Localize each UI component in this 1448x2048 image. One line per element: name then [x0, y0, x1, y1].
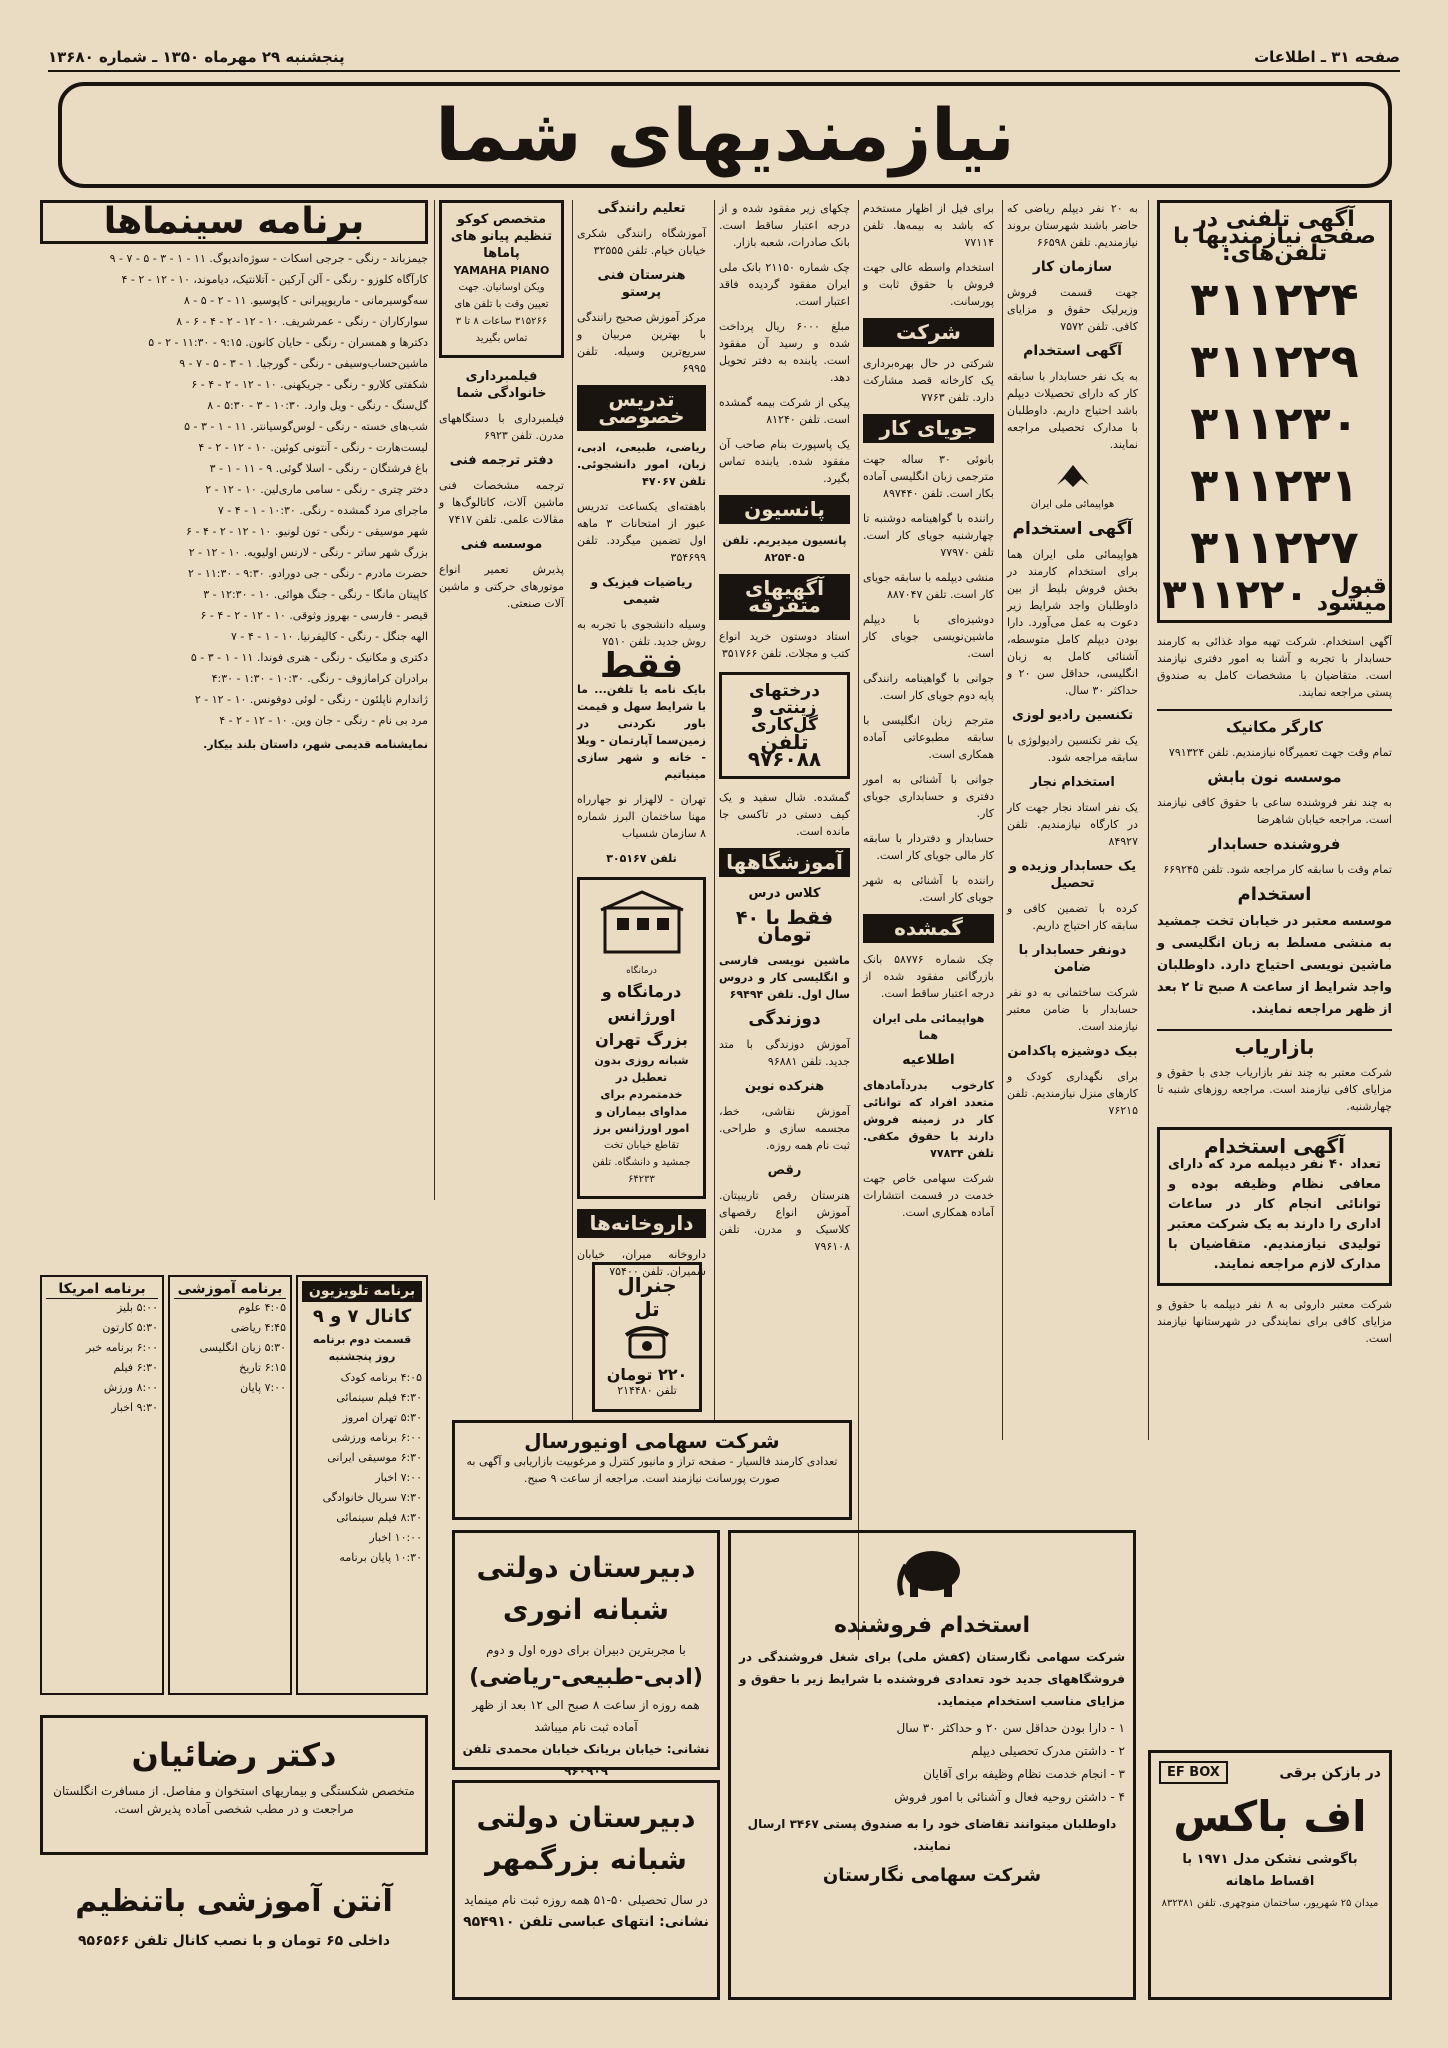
ad-heading: رقص	[767, 1163, 802, 1178]
ad-text: منشی دیپلمه با سابقه جویای کار است. تلفن ۸۸۷۰۴۷	[863, 571, 994, 601]
general-tel-price: ۲۲۰ تومان	[606, 1365, 688, 1384]
education-list	[174, 1299, 286, 1396]
education-program-item: ۴:۰۵ علوم	[238, 1301, 286, 1314]
ad-text: جهت قسمت فروش وزیرلیک حقوق و مزایای کافی. تلفن ۷۵۷۲	[1007, 286, 1138, 333]
ad-text: مترجم زبان انگلیسی با سابقه مطبوعاتی آماده همکاری است.	[863, 714, 994, 761]
ad-text: بایک نامه یا تلفن... ما با شرایط سهل و قیمت باور نکردنی در زمین‌سما آپارتمان - ویلا - خانه و شهر سازی مینیاتیم	[577, 683, 706, 781]
piano-brand: YAMAHA PIANO	[453, 264, 550, 277]
tv-program-item: ۶:۰۰ برنامه ورزشی	[331, 1431, 422, 1444]
section-heading-gomshodeh: گمشده	[863, 914, 994, 943]
ad-heading: آگهی استخدام	[1012, 519, 1133, 539]
tv-program-item: ۶:۳۰ موسیقی ایرانی	[327, 1451, 422, 1464]
efbox-logo: EF BOX	[1159, 1761, 1228, 1784]
issue-date: پنجشنبه ۲۹ مهرماه ۱۳۵۰ ـ شماره ۱۳۶۸۰	[48, 48, 345, 66]
ad-text: آموزش دوزندگی با متد جدید. تلفن ۹۶۸۸۱	[719, 1038, 850, 1068]
ad-heading: اطلاعیه	[902, 1052, 955, 1068]
tv-program-box	[296, 1275, 428, 1695]
ad-text: مرکز آموزش صحیح رانندگی با بهترین مربیان و سریع‌ترین وسیله. تلفن ۶۹۹۵	[577, 311, 706, 375]
banner-title: نیازمندیهای شما	[435, 93, 1015, 177]
cinema-listing: ماجرای مرد گمشده - رنگی. ۱۰:۳۰ - ۱ - ۴ - ۷	[217, 504, 428, 517]
divider	[1157, 1029, 1392, 1031]
cinema-listing: باغ فرشتگان - رنگی - اسلا گوئی. ۹ - ۱۱ - ۱ - ۳	[209, 462, 428, 475]
clinic-title: درمانگاه و اورژانس بزرگ تهران	[595, 982, 688, 1049]
tv-program-item: ۵:۳۰ تهران امروز	[342, 1411, 422, 1424]
antenna-ad	[40, 1870, 428, 2000]
ad-heading: هنرکده نوین	[744, 1079, 825, 1094]
cinema-listing: دکتری و مکانیک - رنگی - هنری فوندا. ۱۱ - ۱ - ۳ - ۵	[190, 651, 428, 664]
school-ad-bozorgmehr	[452, 1780, 720, 2000]
ad-text: تمام وقت جهت تعمیرگاه نیازمندیم. تلفن ۷۹۱۳۲۴	[1168, 746, 1392, 759]
ad-heading: دفتر ترجمه فنی	[449, 453, 554, 468]
ad-text: ماشین نویسی فارسی و انگلیسی کار و دروس سال اول. تلفن ۶۹۴۹۴	[719, 954, 850, 1001]
education-program-item: ۵:۳۰ زبان انگلیسی	[199, 1341, 286, 1354]
column-3	[858, 200, 998, 1640]
ad-heading: موسسه فنی	[460, 537, 543, 552]
sales-requirement-item: ۲ - داشتن مدرک تحصیلی دیپلم	[971, 1744, 1125, 1758]
america-program-item: ۶:۰۰ برنامه خبر	[86, 1341, 158, 1354]
cinema-listing: قیصر - فارسی - بهروز وثوقی. ۱۰ - ۱۲ - ۲ - ۴ - ۶	[200, 609, 428, 622]
sales-footer: داوطلبان میتوانند تقاضای خود را به صندوق پستی ۳۴۶۷ ارسال نمایند.	[747, 1817, 1117, 1853]
phone-number: ۳۱۱۲۲۴	[1190, 272, 1359, 326]
ad-text: بانوئی ۳۰ ساله جهت مترجمی زبان انگلیسی آماده بکار است. تلفن ۸۹۷۴۴۰	[863, 453, 994, 500]
education-program-item: ۷:۰۰ پایان	[240, 1381, 286, 1394]
ad-text: کارخوب بدردآمادهای متعدد افراد که توانائی کار در زمینه فروش دارند با حقوق مکفی. تلفن ۷۷۸۳۴	[863, 1079, 994, 1160]
phone-numbers-box	[1157, 200, 1392, 623]
ad-heading: دوزندگی	[748, 1009, 821, 1029]
ad-text: آگهی استخدام. شرکت تهیه مواد غذائی به کارمند حسابدار با تجربه و آشنا به امور دفتری نیازمند است. متقاضیان با مشخصات کامل به صندوق پستی مراجعه نمایند.	[1157, 635, 1392, 699]
cinema-listing: دکترها و همسران - رنگی - حایان کانون. ۹:۱۵ - ۱۱:۳۰ - ۲ - ۵	[148, 336, 428, 349]
tv-program-item: ۷:۳۰ سریال خانوادگی	[322, 1491, 422, 1504]
ad-heading: تکنسین رادیو لوزی	[1011, 708, 1134, 723]
america-program-item: ۸:۰۰ ورزش	[103, 1381, 158, 1394]
ad-text: برای فیل از اظهار مستخدم که باشد به بیمه‌ها. تلفن ۷۷۱۱۴	[863, 202, 994, 249]
sales-company: شرکت سهامی نگارستان	[822, 1865, 1042, 1886]
divider	[1157, 709, 1392, 711]
iran-air-name: هواپیمائی ملی ایران	[1030, 499, 1115, 510]
ad-heading: فیلمبرداری خانوادگی شما	[456, 369, 547, 401]
america-program-item: ۵:۳۰ کارتون	[102, 1321, 158, 1334]
ad-text: هواپیمائی ملی ایران هما برای استخدام کارمند در بخش فروش بلیط از بین داوطلبان واجد شرایط زیر دعوت به عمل می‌آورد. دارا بودن دیپلم کامل متوسطه، آشنائی کامل به زبان انگلیسی، حداقل سن ۲۰ و حداکثر ۳۰ سال.	[1007, 548, 1138, 697]
insurance-title: شرکت سهامی اونیورسال	[524, 1429, 780, 1453]
sales-title: استخدام فروشنده	[833, 1613, 1031, 1638]
sales-requirement-item: ۴ - داشتن روحیه فعال و آشنائی با امور فروش	[894, 1790, 1125, 1804]
ad-heading: هنرستان فنی پرستو	[597, 268, 686, 300]
iran-air-logo	[1007, 461, 1138, 513]
ad-text: به چند نفر فروشنده ساعی با حقوق کافی نیازمند است. مراجعه خیابان شاهرضا	[1157, 796, 1392, 826]
cinema-listing: بزرگ شهر ساتر - رنگی - لارنس اولیویه. ۱۰ - ۱۲ - ۲	[188, 546, 428, 559]
ad-text: هنرستان رقص تاریبیتان. آموزش انواع رقصهای کلاسیک و مدرن. تلفن ۷۹۶۱۰۸	[719, 1189, 850, 1253]
ad-text: یک نفر تکنسین رادیولوژی با سابقه مراجعه شود.	[1007, 734, 1138, 764]
tv-day-label: قسمت دوم برنامه روز پنجشنبه	[312, 1333, 412, 1363]
cinema-listing: سه‌گوسیرمانی - ماریوپیرانی - کاپوسیو. ۱۱ - ۲ - ۵ - ۸	[183, 294, 428, 307]
america-list	[46, 1299, 158, 1416]
ad-text: فیلمبرداری با دستگاههای مدرن. تلفن ۶۹۲۳	[439, 412, 564, 442]
ad-heading: بازاریاب	[1234, 1035, 1315, 1059]
cinema-listing: شب‌های خسته - رنگی - لوس‌گوسیانتر. ۱۱ - ۱ - ۳ - ۵	[184, 420, 428, 433]
cinema-section	[40, 200, 428, 1260]
ad-text: وسیله دانشجوی با تجربه به روش جدید. تلفن ۷۵۱۰	[577, 618, 706, 648]
ad-text: یک پاسپورت بنام صاحب آن مفقود شده. یابنده تماس بگیرد.	[719, 438, 850, 485]
insurance-desc: تعدادی کارمند فالسیار - صفحه تراز و مانیور کنترل و مرغوبیت بازاریابی و آگهی به صورت پورسانت نیازمند است. مراجعه از ساعت ۹ صبح.	[466, 1455, 838, 1485]
ad-heading: سازمان کار	[1032, 259, 1113, 275]
section-heading-schools: آموزشگاهها	[719, 848, 850, 877]
ad-text: تهران - لالهزار نو جهارراه مهنا ساختمان البرز شماره ۸ سازمان شسیاب	[577, 793, 706, 840]
school-hours: همه روزه از ساعت ۸ صبح الی ۱۲ بعد از ظهر آماده ثبت نام میباشد	[472, 1698, 700, 1734]
cinema-footnote: نمایشنامه قدیمی شهر، داستان بلند بیکار.	[203, 738, 428, 751]
accepted-label: قبول میشود	[1316, 574, 1387, 616]
ad-text: گمشده. شال سفید و یک کیف دستی در تاکسی جا مانده است.	[719, 791, 850, 838]
section-heading-sherkat: شرکت	[863, 318, 994, 347]
phone-number: ۳۱۱۲۲۰	[1162, 571, 1309, 618]
cinema-listing: کارآگاه کلوزو - رنگی - آلن آرکین - آتلانتیک، دیاموند، ۱۰ - ۱۲ - ۲ - ۴	[121, 273, 428, 286]
section-heading-pharmacy: داروخانه‌ها	[577, 1209, 706, 1238]
cinema-title: برنامه سینماها	[40, 200, 428, 244]
tv-title: برنامه تلویزیون	[302, 1281, 422, 1302]
doctor-ad	[40, 1715, 428, 1855]
ad-text: پانسیون میدیریم. تلفن ۸۲۵۴۰۵	[722, 534, 847, 564]
efbox-desc: باگوشی نشکن مدل ۱۹۷۱ با اقساط ماهانه	[1182, 1852, 1358, 1889]
education-program-item: ۶:۱۵ تاریخ	[239, 1361, 286, 1374]
cinema-listing: برادران کرامازوف - رنگی. ۱۰:۳۰ - ۱:۳۰ - ۴:۳۰	[211, 672, 428, 685]
ad-heading: تعلیم رانندگی	[597, 201, 686, 216]
ad-text: راننده با آشنائی به شهر جویای کار است.	[863, 874, 994, 904]
cinema-listing: شهر موسیقی - رنگی - تون لونیو. ۱۰ - ۱۲ - ۲ - ۴ - ۶	[186, 525, 428, 538]
cinema-listing: کاپیتان مانگا - رنگی - جنگ هوائی. ۱۰ - ۱۲:۳۰ - ۳	[203, 588, 428, 601]
tv-program-item: ۱۰:۰۰ اخبار	[369, 1531, 422, 1544]
ad-heading: یک حسابدار وزیده و تحصیل	[1008, 859, 1137, 891]
ad-text: پذیرش تعمیر انواع موتورهای حرکتی و ماشین آلات صنعتی.	[439, 563, 564, 610]
ad-text: جوانی با آشنائی به امور دفتری و حسابداری جویای کار.	[863, 773, 994, 820]
ad-text: چک شماره ۲۱۱۵۰ بانک ملی ایران مفقود گردیده فاقد اعتبار است.	[719, 261, 850, 308]
cinema-listing: سوارکاران - رنگی - عمرشریف. ۱۰ - ۱۲ - ۲ - ۴ - ۶ - ۸	[176, 315, 428, 328]
education-title: برنامه آموزشی	[174, 1281, 286, 1299]
sales-requirement-item: ۳ - انجام خدمت نظام وظیفه برای آقایان	[923, 1767, 1125, 1781]
phone-number: ۳۱۱۲۳۰	[1190, 396, 1359, 450]
section-heading-misc: آگهیهای متفرقه	[719, 574, 850, 620]
ad-heading: بیک دوشیزه پاکدامن	[1007, 1044, 1138, 1059]
school-title: دبیرستان دولتی شبانه انوری	[476, 1551, 696, 1626]
page-label: صفحه ۳۱ ـ اطلاعات	[1254, 48, 1400, 66]
general-tel-ad	[592, 1262, 702, 1412]
ad-text: پیکی از شرکت بیمه گمشده است. تلفن ۸۱۲۴۰	[719, 396, 850, 426]
ad-text: حسابدار و دفتردار با سابقه کار مالی جویای کار است.	[863, 832, 994, 862]
section-heading-passion: پانسیون	[719, 495, 850, 524]
ad-text: آموزشگاه رانندگی شکری خیابان خیام. تلفن ۳۲۵۵۵	[577, 227, 706, 257]
antenna-desc: داخلی ۶۵ تومان و با نصب کانال تلفن ۹۵۶۵۶۶	[77, 1933, 391, 1949]
ad-text: هواپیمائی ملی ایران هما	[872, 1012, 985, 1042]
tv-program-item: ۴:۰۵ برنامه کودک	[340, 1371, 422, 1384]
cinema-listing: الهه جنگل - رنگی - کالیفرنیا. ۱۰ - ۱ - ۴ - ۷	[230, 630, 428, 643]
column-6	[434, 200, 568, 1200]
section-banner	[58, 82, 1392, 188]
efbox-title: اف باکس	[1173, 1792, 1367, 1841]
ad-text: شرکت معتبر داروئی به ۸ نفر دیپلمه با حقوق و مزایای کافی برای نمایندگی در شهرستانها نیازمند است.	[1157, 1298, 1392, 1345]
cinema-listing: دختر چتری - رنگی - سامی ماری‌لین. ۱۰ - ۱۲ - ۲	[205, 483, 428, 496]
america-program-item: ۵:۰۰ بلیز	[116, 1301, 158, 1314]
antenna-title: آنتن آموزشی باتنظیم	[75, 1884, 393, 1919]
clinic-address: تقاطع خیابان تخت جمشید و دانشگاه. تلفن ۶۴۲۳۳	[592, 1140, 691, 1185]
employment-ad-box	[1157, 1127, 1392, 1286]
school-address: نشانی: انتهای عباسی تلفن ۹۵۴۹۱۰	[463, 1914, 709, 1930]
homa-bird-icon	[1053, 461, 1093, 491]
doctor-desc: متخصص شکستگی و بیماریهای استخوان و مفاصل. از مسافرت انگلستان مراجعت و در مطب شخصی آماده پذیرش است.	[53, 1784, 415, 1816]
school-desc: با مجربترین دبیران برای دوره اول و دوم	[486, 1643, 686, 1657]
ad-text: به یک نفر حسابدار با سابقه کار که دارای تحصیلات دیپلم باشد احتیاج داریم. داوطلبان با مدارک تحصیلی مراجعه نمایند.	[1007, 370, 1138, 451]
ad-text: برای نگهداری کودک و کارهای منزل نیازمندیم. تلفن ۷۶۲۱۵	[1007, 1070, 1138, 1117]
ad-text: تعداد ۴۰ نفر دیپلمه مرد که دارای معافی نظام وظیفه بوده و توانائی انجام کار در ساعات اداری را دارند به یک شرکت معتبر تولیدی نیازمندیم. متقاضیان با مدارک لازم مراجعه نمایند.	[1168, 1157, 1381, 1272]
cinema-listing: حضرت مادرم - رنگی - جی دورادو. ۹:۳۰ - ۱۱:۳۰ - ۲	[188, 567, 428, 580]
ad-text: داروخانه میران، خیابان شمیران. تلفن ۷۵۴۰۰	[577, 1248, 706, 1278]
ad-heading: موسسه نون بابش	[1207, 768, 1342, 786]
ad-heading: کارگر مکانیک	[1225, 718, 1324, 736]
cinema-listing: شکفتی کلارو - رنگی - جریکهنی. ۱۰ - ۱۲ - ۲ - ۴ - ۶	[191, 378, 428, 391]
tv-program-item: ۷:۰۰ اخبار	[375, 1471, 422, 1484]
doctor-name: دکتر رضائیان	[131, 1736, 337, 1774]
phone-number: ۳۱۱۲۲۷	[1190, 520, 1359, 574]
tv-program-item: ۱۰:۳۰ پایان برنامه	[339, 1551, 422, 1564]
general-tel-phone: تلفن ۲۱۴۴۸۰	[617, 1384, 677, 1397]
ad-text: شرکت ساختمانی به دو نفر حسابدار با ضامن معتبر نیازمند است.	[1007, 986, 1138, 1033]
phone-box-heading: آگهی تلفنی در صفحه نیازمندیها با تلفن‌های:	[1173, 207, 1376, 266]
ad-text: موسسه معتبر در خیابان تخت جمشید به منشی مسلط به زبان انگلیسی و ماشین نویسی احتیاج دارد. داوطلبان واجد شرایط از ساعت ۸ صبح تا ۲ بعد از ظهر مراجعه نمایند.	[1157, 914, 1392, 1017]
ad-text: جوانی با گواهینامه رانندگی پایه دوم جویای کار است.	[863, 672, 994, 702]
ad-phone: تلفن ۳۰۵۱۶۷	[606, 852, 677, 865]
ad-text: چک شماره ۵۸۷۷۶ بانک بازرگانی مفقود شده از درجه اعتبار ساقط است.	[863, 953, 994, 1000]
cinema-listing: لیست‌هارت - رنگی - آنتونی کوئین. ۱۰ - ۱۲ - ۲ - ۴	[198, 441, 428, 454]
school-desc: در سال تحصیلی ۵۰-۵۱ همه روزه ثبت نام مینماید	[464, 1893, 708, 1907]
column-5	[572, 200, 710, 1420]
page-header	[48, 44, 1400, 72]
tv-program-item: ۸:۳۰ فیلم سینمائی	[336, 1511, 422, 1524]
ad-text: استخدام واسطه عالی جهت فروش با حقوق ثابت و پورسانت.	[863, 261, 994, 308]
education-program-item: ۴:۴۵ ریاضی	[230, 1321, 286, 1334]
ad-text: استاد دوستون خرید انواع کتب و مجلات. تلفن ۳۵۱۷۶۶	[719, 630, 850, 660]
tv-list	[302, 1369, 422, 1566]
ad-offer: فقط با ۴۰ تومان	[735, 907, 834, 946]
ad-text: شرکتی در حال بهره‌برداری یک کارخانه قصد مشارکت دارد. تلفن ۷۷۶۳	[863, 357, 994, 404]
ad-text: ریاضی، طبیعی، ادبی، زبان، امور دانشجوئی. تلفن ۴۷۰۶۷	[577, 441, 706, 488]
america-title: برنامه امریکا	[46, 1281, 158, 1299]
ad-heading: کلاس درس	[748, 886, 821, 901]
ad-phone: تلفن ۹۷۶۰۸۸	[747, 730, 822, 771]
efbox-intro: در بازکن برقی	[1279, 1764, 1381, 1781]
column-right	[1148, 200, 1392, 1440]
efbox-header	[1159, 1761, 1381, 1784]
cinema-listing: ماشین‌حساب‌وسیفی - رنگی - گورجیا. ۱ - ۳ - ۵ - ۷ - ۹	[179, 357, 428, 370]
sales-requirement-item: ۱ - دارا بودن حداقل سن ۲۰ و حداکثر ۳۰ سال	[896, 1721, 1125, 1735]
ad-text: کرده با تضمین کافی و سابقه کار احتیاج داریم.	[1007, 902, 1138, 932]
ad-text: به ۲۰ نفر دیپلم ریاضی که حاضر باشند شهرستان بروند نیازمندیم. تلفن ۶۶۵۹۸	[1007, 202, 1138, 249]
clinic-building-icon	[597, 888, 687, 958]
ornamental-trees-ad	[719, 672, 850, 779]
tv-program-item: ۴:۳۰ فیلم سینمائی	[336, 1391, 422, 1404]
cinema-listing: گل‌سنگ - رنگی - ویل وارد. ۱۰:۳۰ - ۳ - ۵:۳۰ - ۸	[207, 399, 428, 412]
ad-text: مبلغ ۶۰۰۰ ریال پرداخت شده و رسید آن مفقود است. یابنده به دفتر تحویل دهد.	[719, 320, 850, 384]
ad-heading: استخدام نجار	[1030, 775, 1115, 790]
ad-text: شرکت سهامی خاص جهت خدمت در قسمت انتشارات آماده همکاری است.	[863, 1172, 994, 1219]
phone-last-row	[1162, 571, 1387, 618]
ad-text: با‌هفته‌ای یکساعت تدریس عبور از امتحانات ۳ ماهه اول تضمین میگردد. تلفن ۳۵۴۶۹۹	[577, 500, 706, 564]
tv-channel: کانال ۷ و ۹	[312, 1306, 412, 1327]
phone-number: ۳۱۱۲۲۹	[1190, 334, 1359, 388]
piano-ad	[439, 200, 564, 358]
cinema-listing: جیمزباند - رنگی - جرجی اسکات - سوژه‌اندیوگ. ۱۱ - ۱ - ۳ - ۵ - ۷ - ۹	[109, 252, 428, 265]
piano-desc: ویکن اوسانیان. جهت تعیین وقت با تلفن های ۳۱۵۲۶۶ ساعات ۸ تا ۳ تماس بگیرید	[454, 282, 549, 344]
ad-heading: دونفر حسابدار با ضامن	[1018, 943, 1127, 975]
insurance-ad	[452, 1420, 852, 1520]
ad-text: شرکت معتبر به چند نفر بازاریاب جدی با حقوق و مزایای کافی نیازمند است. مراجعه روزهای شنبه تا چهارشنبه.	[1157, 1066, 1392, 1113]
school-title: دبیرستان دولتی شبانه بزرگمهر	[476, 1801, 696, 1876]
school-fields: (ادبی-طبیعی-ریاضی)	[469, 1665, 703, 1690]
ad-text: چکهای زیر مفقود شده و از درجه اعتبار ساقط است. بانک صادرات، شعبه بازار.	[719, 202, 850, 249]
school-ad-anvari	[452, 1530, 720, 1778]
cinema-listing: مرد بی نام - رنگی - جان وین. ۱۰ - ۱۲ - ۲ - ۴	[219, 714, 428, 727]
ad-heading: آگهی استخدام	[1203, 1134, 1346, 1158]
section-heading-jooyaye-kar: جویای کار	[863, 414, 994, 443]
piano-heading: متخصص کوکو تنظیم پیانو های پاماها	[450, 212, 553, 261]
ad-text: راننده با گواهینامه دوشنبه تا چهارشنبه جویای کار است. تلفن ۷۷۹۷۰	[863, 512, 994, 559]
sales-desc: شرکت سهامی نگارستان (کفش ملی) برای شغل فروشندگی در فروشگاههای جدید خود تعدادی فروشنده با شرایط زیر با حقوق و مزایای مناسب استخدام مینماید.	[739, 1650, 1125, 1708]
education-program-box	[168, 1275, 292, 1695]
general-tel-title: جنرال تل	[617, 1273, 677, 1321]
ad-heading: استخدام	[1237, 884, 1312, 905]
clinic-logo-text: درمانگاه	[626, 966, 657, 976]
sales-requirements	[739, 1718, 1125, 1807]
ad-text: تمام وقت با سابقه کار مراجعه شود. تلفن ۶۶۹۲۴۵	[1163, 863, 1392, 876]
telephone-icon	[622, 1321, 672, 1361]
ad-heading: ریاضیات فیزیک و شیمی	[590, 575, 693, 606]
clinic-desc: شبانه روزی بدون تعطیل در خدمتمردم برای مداوای بیماران و امور اورژانس برز	[593, 1054, 690, 1135]
ad-heading: فروشنده حسابدار	[1208, 835, 1341, 853]
ad-heading: آگهی استخدام	[1023, 343, 1122, 359]
america-program-item: ۹:۳۰ اخبار	[111, 1401, 158, 1414]
ad-text: یک نفر استاد نجار جهت کار در کارگاه نیازمندیم. تلفن ۸۴۹۲۷	[1007, 801, 1138, 848]
phone-number: ۳۱۱۲۳۱	[1190, 458, 1359, 512]
cinema-list	[40, 250, 428, 730]
ad-text: دوشیزه‌ای با دیپلم ماشین‌نویسی جویای کار است.	[863, 613, 994, 660]
ad-heading: درختهای زینتی و گل‌کاری	[749, 681, 820, 735]
realestate-heading: فقط	[599, 646, 684, 686]
cinema-listing: ژاندارم ناپلئون - رنگی - لوئی دوفونس. ۱۰ - ۱۲ - ۲	[194, 693, 428, 706]
column-2	[1002, 200, 1142, 1440]
ad-text: آموزش نقاشی، خط، مجسمه سازی و طراحی. ثبت نام همه روزه.	[719, 1105, 850, 1152]
sales-employment-ad	[728, 1530, 1136, 2000]
school-address: نشانی: خیابان بریانک خیابان محمدی تلفن ۹۶۰۹۰۹	[462, 1742, 710, 1778]
america-program-item: ۶:۳۰ فیلم	[113, 1361, 158, 1374]
elephant-logo-icon	[892, 1541, 972, 1601]
efbox-address: میدان ۲۵ شهریور، ساختمان منوچهری. تلفن ۸۳۲۳۸۱	[1161, 1898, 1379, 1909]
column-4	[714, 200, 854, 1420]
ad-text: ترجمه مشخصات فنی ماشین آلات، کاتالوگ‌ها و مقالات علمی. تلفن ۷۴۱۷	[439, 479, 564, 526]
efbox-ad	[1148, 1750, 1392, 2000]
section-heading-tutoring: تدریس خصوصی	[577, 385, 706, 431]
clinic-ad	[577, 877, 706, 1199]
america-program-box	[40, 1275, 164, 1695]
